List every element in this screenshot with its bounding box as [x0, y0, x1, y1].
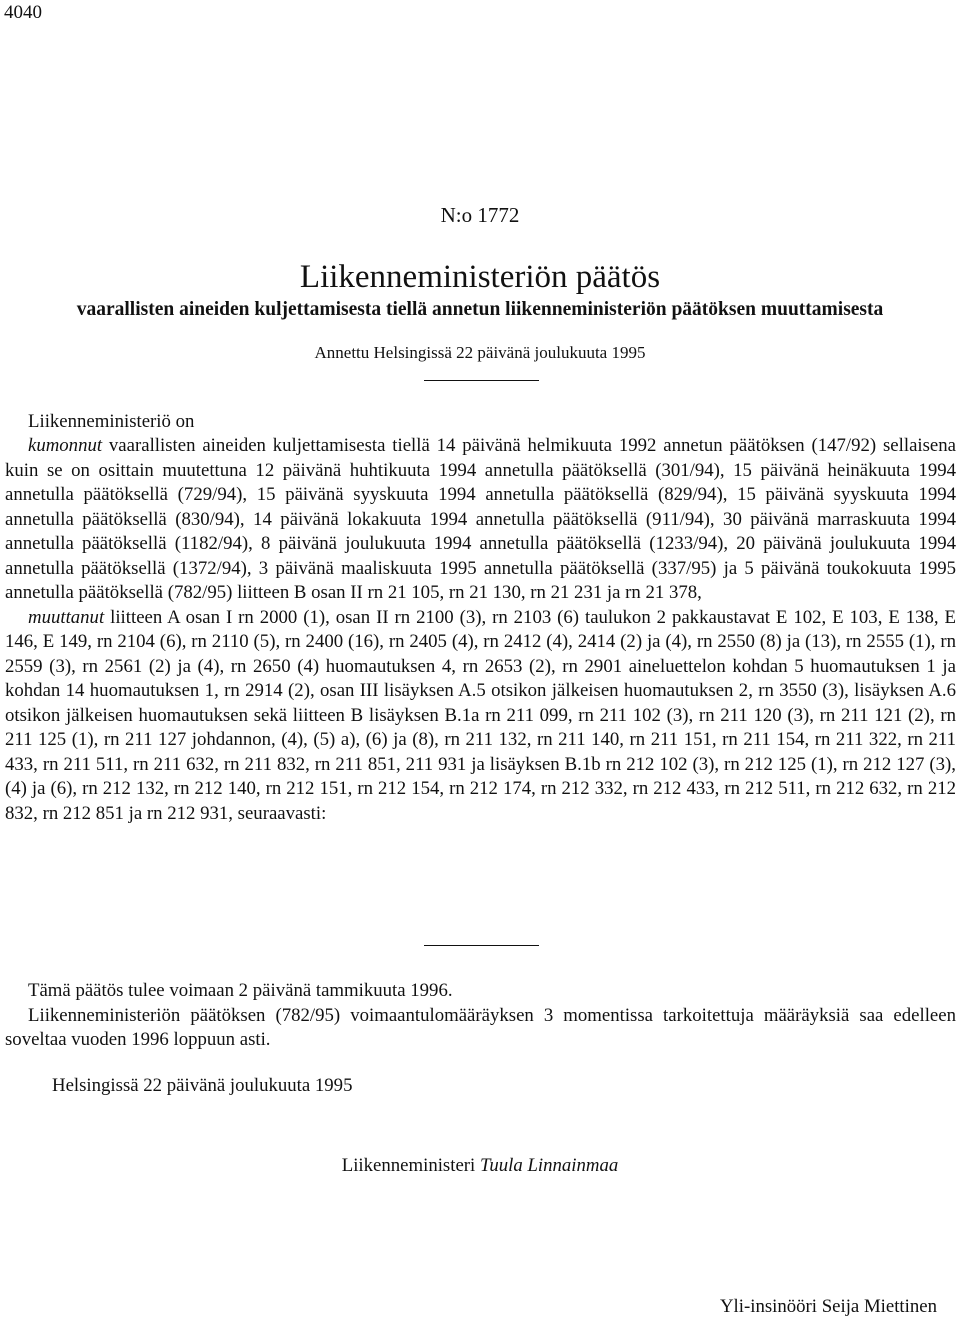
verb-amended: muuttanut	[28, 606, 105, 628]
minister-name: Tuula Linnainmaa	[479, 1155, 619, 1176]
document-title: Liikenneministeriön päätös	[299, 259, 661, 295]
transition-text: Liikenneministeriön päätöksen (782/95) voimaantulomääräyksen 3 momentissa tarkoitettuja määräyksiä saa edelleen soveltaa vuoden 1996 loppuun asti.	[5, 1004, 956, 1050]
paragraph-repealed	[5, 435, 956, 603]
decision-body	[5, 434, 956, 826]
officer-signature: Yli-insinööri Seija Miettinen	[719, 1296, 937, 1317]
effect-section	[5, 979, 956, 1053]
effective-date-text: Tämä päätös tulee voimaan 2 päivänä tammikuuta 1996.	[28, 980, 453, 1001]
document-number: N:o 1772	[440, 203, 520, 227]
amended-text: liitteen A osan I rn 2000 (1), osan II rn 2100 (3), rn 2103 (6) taulukon 2 pakkaustavat E 102, E 103, E 138, E 146, E 149, rn 2104 (6), rn 2110 (5), rn 2400 (16), rn 2405 (4), rn 2412 (4), 2414 (2) ja (4), rn 2550 (8) ja (13), rn 2555 (1), rn 2559 (3), rn 2561 (2) ja (4), rn 2650 (4) huomautuksen 4, rn 2653 (2), rn 2901 aineluettelon kohdan 5 huomautuksen 1 ja kohdan 14 huomautuksen 1, rn 2914 (2), osan III lisäyksen A.5 otsikon jälkeisen huomautuksen 2, rn 3550 (3), lisäyksen A.6 otsikon jälkeisen huomautuksen sekä liitteen B lisäyksen B.1a rn 211 099, rn 211 102 (3), rn 211 120 (3), rn 211 121 (2), rn 211 125 (1), rn 211 127 johdannon, (4), (5) a), (6) ja (8), rn 211 132, rn 211 140, rn 211 151, rn 211 154, rn 211 322, rn 211 433, rn 211 511, rn 211 632, rn 211 832, rn 211 851, 211 931 ja lisäyksen B.1b rn 212 102 (3), rn 212 125 (1), rn 212 127 (3), (4) ja (6), rn 212 132, rn 212 140, rn 212 151, rn 212 154, rn 212 174, rn 212 332, rn 212 433, rn 212 511, rn 212 632, rn 212 832, rn 212 851 ja rn 212 931, seuraavasti:	[5, 606, 956, 824]
given-line: Annettu Helsingissä 22 päivänä joulukuuta 1995	[314, 343, 646, 362]
repealed-text: vaarallisten aineiden kuljettamisesta tiellä 14 päivänä helmikuuta 1992 annetun päätöksen (147/92) sellaisena kuin se on osittain muutettuna 12 päivänä huhtikuuta 1994 annetulla päätöksellä (301/94), 15 päivänä heinäkuuta 1994 annetulla päätöksellä (729/94), 15 päivänä syyskuuta 1994 annetulla päätöksellä (829/94), 15 päivänä syyskuuta 1994 annetulla päätöksellä (830/94), 14 päivänä lokakuuta 1994 annetulla päätöksellä (911/94), 30 päivänä marraskuuta 1994 annetulla päätöksellä (1182/94), 8 päivänä joulukuuta 1994 annetulla päätöksellä (1233/94), 20 päivänä joulukuuta 1994 annetulla päätöksellä (1372/94), 3 päivänä maaliskuuta 1995 annetulla päätöksellä (337/95) ja 5 päivänä toukokuuta 1995 annetulla päätöksellä (782/95) liitteen B osan II rn 21 105, rn 21 130, rn 21 231 ja rn 21 378,	[5, 435, 956, 603]
separator-rule-bottom	[424, 945, 539, 946]
separator-rule-top	[424, 380, 539, 381]
minister-signature	[0, 1155, 960, 1177]
ministry-line: Liikenneministeriö on	[28, 411, 195, 432]
verb-repealed: kumonnut	[28, 435, 103, 456]
minister-title: Liikenneministeri	[341, 1155, 476, 1176]
page-number: 4040	[4, 2, 42, 23]
paragraph-amended	[5, 606, 956, 827]
place-date: Helsingissä 22 päivänä joulukuuta 1995	[52, 1075, 353, 1096]
document-subtitle: vaarallisten aineiden kuljettamisesta tiellä annetun liikenneministeriön päätöksen muuttamisesta	[76, 299, 884, 320]
